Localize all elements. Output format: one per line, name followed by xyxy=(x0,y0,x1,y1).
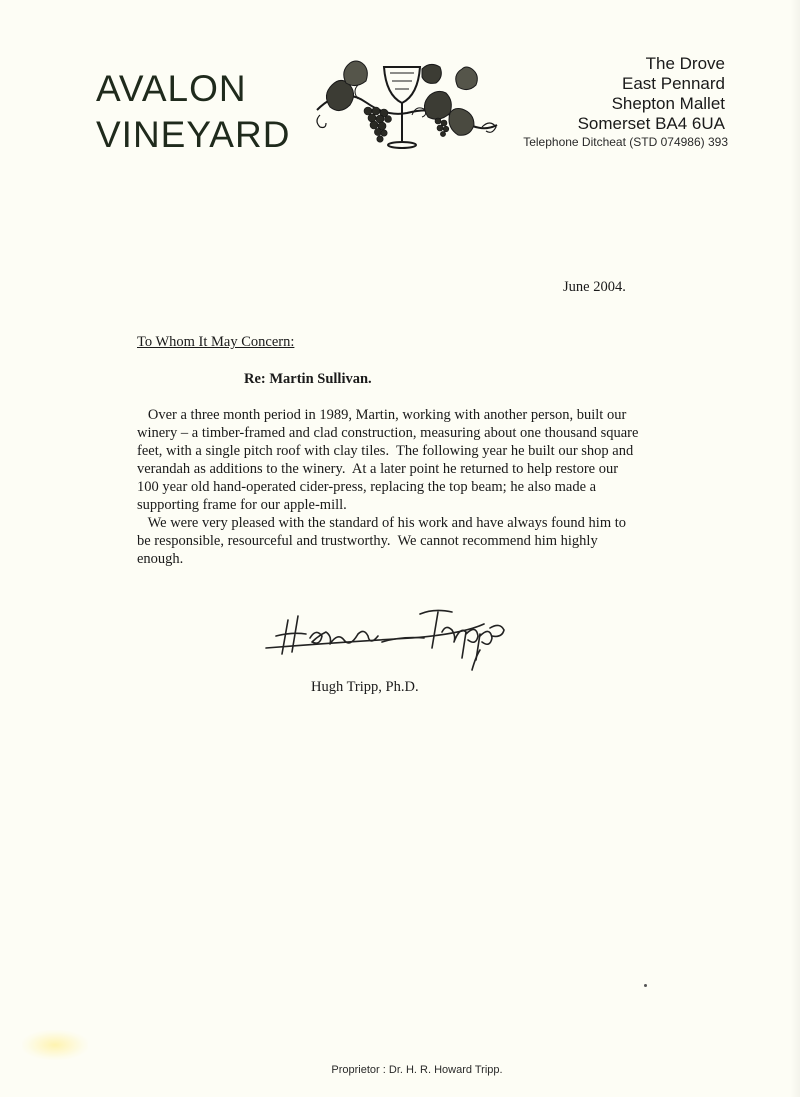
vineyard-address xyxy=(578,54,725,134)
salutation: To Whom It May Concern: xyxy=(137,334,295,350)
body-line: Over a three month period in 1989, Martin, working with another person, built our xyxy=(137,407,627,423)
telephone-number: Telephone Ditcheat (STD 074986) 393 xyxy=(523,135,728,149)
subject-line: Re: Martin Sullivan. xyxy=(244,371,372,387)
body-line: winery – a timber-framed and clad construction, measuring about one thousand square xyxy=(137,425,639,441)
body-line: supporting frame for our apple-mill. xyxy=(137,497,347,513)
page-edge-shadow xyxy=(790,0,800,1097)
address-line: The Drove xyxy=(645,54,725,73)
letter-date: June 2004. xyxy=(563,279,626,295)
proprietor-line: Proprietor : Dr. H. R. Howard Tripp. xyxy=(331,1064,503,1076)
brand-line-2: VINEYARD xyxy=(96,114,291,155)
address-line: East Pennard xyxy=(621,74,725,93)
paper-stain xyxy=(22,1030,88,1060)
paper-speck xyxy=(644,984,647,987)
vineyard-name xyxy=(96,66,290,158)
body-line: We were very pleased with the standard of his work and have always found him to xyxy=(137,515,627,531)
grape-vine-logo-icon xyxy=(312,55,502,155)
signer-name: Hugh Tripp, Ph.D. xyxy=(311,679,419,695)
letter-body xyxy=(137,406,697,568)
body-line: be responsible, resourceful and trustworthy. We cannot recommend him highly xyxy=(137,533,598,549)
body-line: 100 year old hand-operated cider-press, replacing the top beam; he also made a xyxy=(137,479,597,495)
body-line: verandah as additions to the winery. At a later point he returned to help restore our xyxy=(137,461,619,477)
brand-line-1: AVALON xyxy=(96,68,247,109)
body-line: feet, with a single pitch roof with clay tiles. The following year he built our shop and xyxy=(137,443,634,459)
address-line: Shepton Mallet xyxy=(611,94,725,113)
address-line: Somerset BA4 6UA xyxy=(577,114,725,133)
handwritten-signature-icon xyxy=(262,598,552,678)
body-line: enough. xyxy=(137,551,184,567)
footer xyxy=(0,1064,800,1076)
